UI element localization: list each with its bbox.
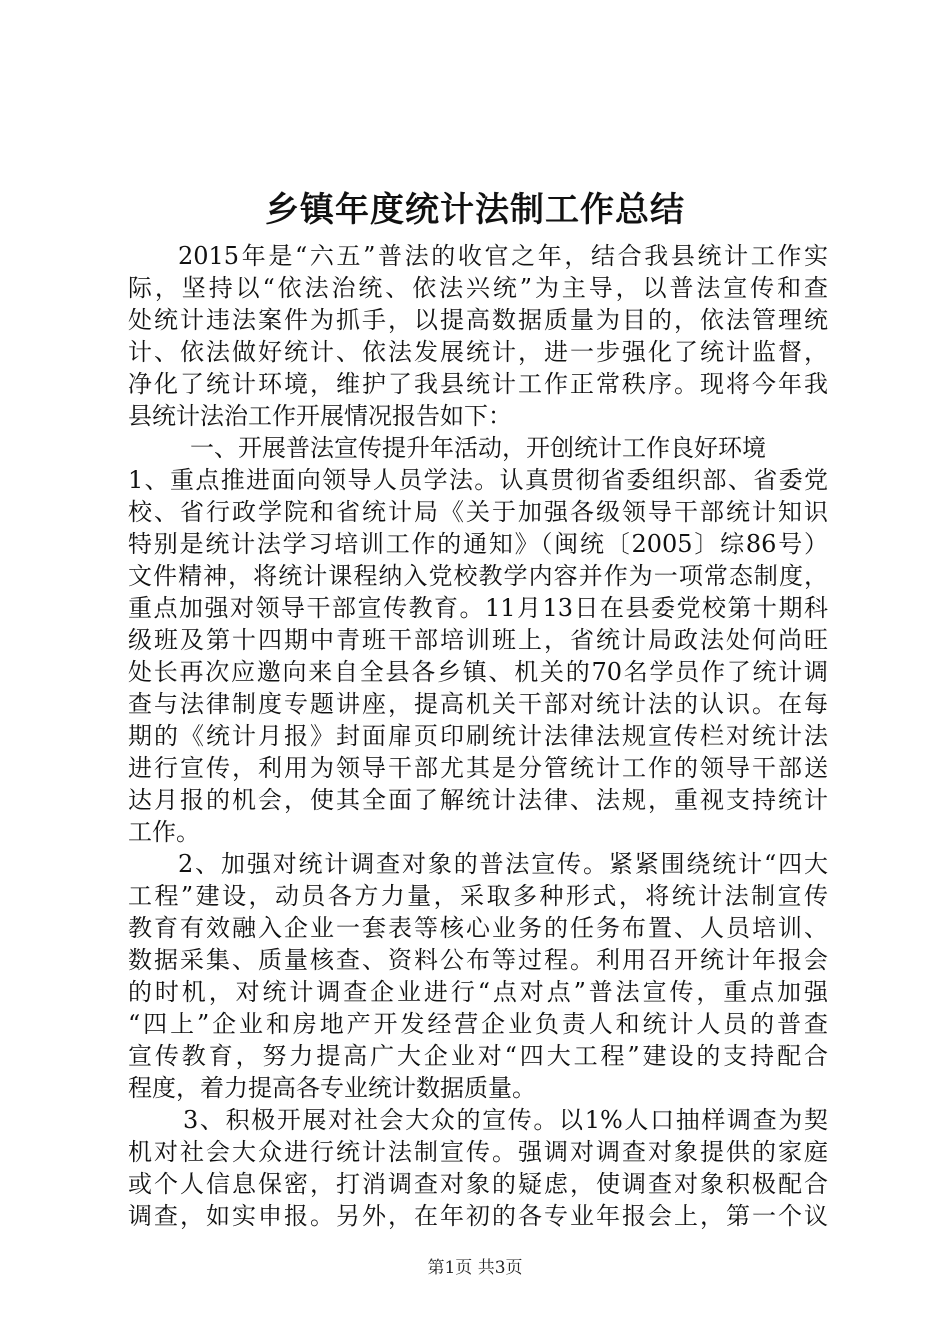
text-line: 调查，如实申报。另外，在年初的各专业年报会上，第一个议 [128, 1202, 828, 1230]
paragraph-intro [128, 240, 828, 432]
text-line: 教育有效融入企业一套表等核心业务的任务布置、人员培训、 [128, 914, 828, 942]
text-line: 达月报的机会，使其全面了解统计法律、法规，重视支持统计 [128, 786, 828, 814]
text-line: 程度，着力提高各专业统计数据质量。 [128, 1074, 536, 1102]
text-line: 2015年是“六五”普法的收官之年，结合我县统计工作实 [178, 242, 828, 270]
page-number-footer: 第1页 共3页 [427, 1258, 523, 1278]
paragraph-item-2 [128, 848, 828, 1104]
text-line: 进行宣传，利用为领导干部尤其是分管统计工作的领导干部送 [128, 754, 828, 782]
text-line: 文件精神，将统计课程纳入党校教学内容并作为一项常态制度， [128, 562, 828, 590]
text-line: 际，坚持以“依法治统、依法兴统”为主导，以普法宣传和查 [128, 274, 828, 302]
text-line: 2、加强对统计调查对象的普法宣传。紧紧围绕统计“四大 [178, 850, 828, 878]
text-line: 3、积极开展对社会大众的宣传。以1%人口抽样调查为契 [183, 1106, 828, 1134]
paragraph-item-1 [128, 464, 828, 848]
text-line: “四上”企业和房地产开发经营企业负责人和统计人员的普查 [128, 1010, 828, 1038]
text-line: 净化了统计环境，维护了我县统计工作正常秩序。现将今年我 [128, 370, 828, 398]
text-line: 处统计违法案件为抓手，以提高数据质量为目的，依法管理统 [128, 306, 828, 334]
text-line: 处长再次应邀向来自全县各乡镇、机关的70名学员作了统计调 [128, 658, 828, 686]
text-line: 机对社会大众进行统计法制宣传。强调对调查对象提供的家庭 [128, 1138, 828, 1166]
document-body [128, 240, 828, 1232]
text-line: 查与法律制度专题讲座，提高机关干部对统计法的认识。在每 [128, 690, 828, 718]
text-line: 数据采集、质量核查、资料公布等过程。利用召开统计年报会 [128, 946, 828, 974]
paragraph-item-3 [128, 1104, 828, 1232]
section-heading-1 [128, 432, 828, 464]
text-line: 校、省行政学院和省统计局《关于加强各级领导干部统计知识 [128, 498, 828, 526]
text-line: 县统计法治工作开展情况报告如下： [128, 402, 512, 430]
text-line: 一、开展普法宣传提升年活动，开创统计工作良好环境 [190, 434, 766, 462]
text-line: 特别是统计法学习培训工作的通知》（闽统〔2005〕综86号） [128, 530, 828, 558]
text-line: 计、依法做好统计、依法发展统计，进一步强化了统计监督， [128, 338, 828, 366]
text-line: 期的《统计月报》封面扉页印刷统计法律法规宣传栏对统计法 [128, 722, 828, 750]
text-line: 重点加强对领导干部宣传教育。11月13日在县委党校第十期科 [128, 594, 828, 622]
text-line: 级班及第十四期中青班干部培训班上，省统计局政法处何尚旺 [128, 626, 828, 654]
text-line: 或个人信息保密，打消调查对象的疑虑，使调查对象积极配合 [128, 1170, 828, 1198]
text-line: 的时机，对统计调查企业进行“点对点”普法宣传，重点加强 [128, 978, 828, 1006]
text-line: 工程”建设，动员各方力量，采取多种形式，将统计法制宣传 [128, 882, 828, 910]
text-line: 1、重点推进面向领导人员学法。认真贯彻省委组织部、省委党 [128, 466, 828, 494]
text-line: 宣传教育，努力提高广大企业对“四大工程”建设的支持配合 [128, 1042, 828, 1070]
text-line: 工作。 [128, 818, 200, 846]
page-title: 乡镇年度统计法制工作总结 [265, 190, 685, 230]
